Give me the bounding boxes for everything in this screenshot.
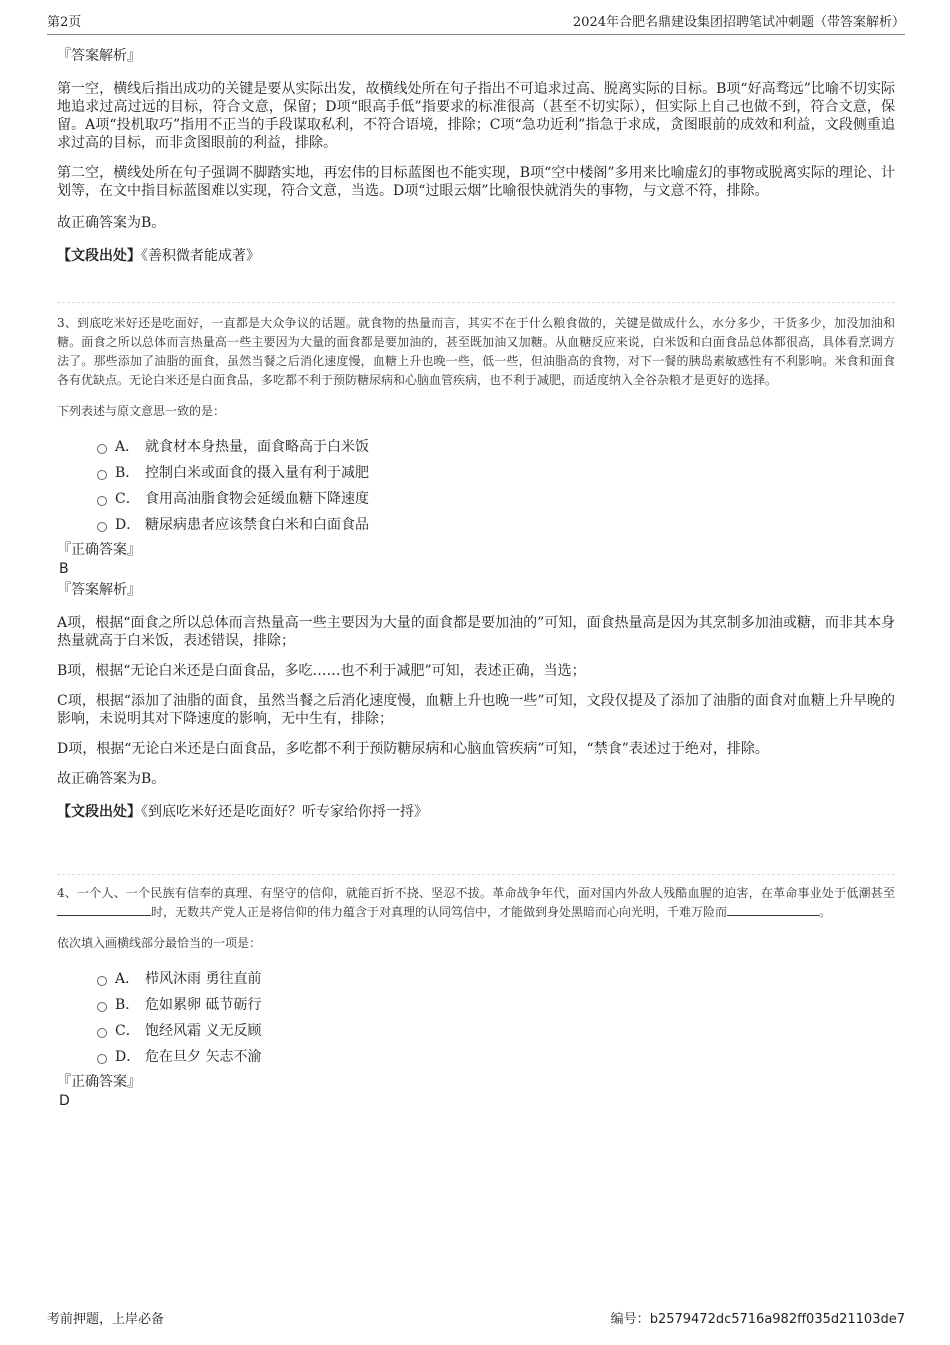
source-title: 《善积微者能成著》 [141, 248, 260, 264]
fill-blank-1[interactable] [57, 903, 151, 916]
question-4 [57, 884, 895, 1110]
question-4-text [57, 884, 895, 922]
footer-slogan: 考前押题，上岸必备 [47, 1312, 165, 1327]
question-divider [57, 874, 895, 875]
correct-answer: D [59, 1093, 70, 1109]
option-letter: B． [115, 465, 140, 481]
analysis-paragraph: A项，根据“面食之所以总体而言热量高一些主要因为大量的面食都是要加油的”可知，面食热量高是因为其烹制多加油或糖，而非其本身热量就高于白米饭，表述错误，排除； [57, 615, 895, 649]
radio-icon[interactable] [97, 1002, 107, 1012]
option-letter: A． [115, 439, 140, 455]
radio-icon[interactable] [97, 976, 107, 986]
question-2-analysis [57, 46, 895, 266]
question-4-prompt: 依次填入画横线部分最恰当的一项是： [57, 936, 262, 950]
option-a[interactable] [57, 434, 895, 460]
question-3-text: 3、到底吃米好还是吃面好，一直都是大众争议的话题。就食物的热量而言，其实不在于什么粮食做的，关键是做成什么，水分多少，干货多少，加没加油和糖。面食之所以总体而言热量高一些主要因为大量的面食都是要加油的，甚至既加油又加糖。从血糖反应来说，白米饭和白面食品总体都很高，具体看烹调方法了。那些添加了油脂的面食，虽然当餐之后消化速度慢，血糖上升也晚一些，低一些，但油脂高的食物，对下一餐的胰岛素敏感性有不利影响。米食和面食各有优缺点。无论白米还是白面食品，多吃都不利于预防糖尿病和心脑血管疾病，也不利于减肥，而适度纳入全谷杂粮才是更好的选择。 [57, 316, 895, 387]
option-text: 糖尿病患者应该禁食白米和白面食品 [145, 517, 369, 533]
radio-icon[interactable] [97, 522, 107, 532]
option-text: 危在旦夕 矢志不渝 [145, 1049, 262, 1065]
analysis-label: 『答案解析』 [57, 582, 141, 598]
radio-icon[interactable] [97, 496, 107, 506]
analysis-paragraph: D项，根据“无论白米还是白面食品，多吃都不利于预防糖尿病和心脑血管疾病”可知，“禁食”表述过于绝对，排除。 [57, 741, 769, 757]
fill-blank-2[interactable] [727, 903, 819, 916]
question-divider [57, 302, 895, 303]
source-citation [57, 246, 895, 266]
question-3 [57, 314, 895, 822]
option-letter: C． [115, 1023, 140, 1039]
option-text: 栉风沐雨 勇往直前 [145, 971, 262, 987]
radio-icon[interactable] [97, 444, 107, 454]
correct-answer-label: 『正确答案』 [57, 1074, 141, 1090]
analysis-paragraph: C项，根据“添加了油脂的面食，虽然当餐之后消化速度慢，血糖上升也晚一些”可知，文段仅提及了添加了油脂的面食对血糖上升早晚的影响，未说明其对下降速度的影响，无中生有，排除； [57, 693, 895, 727]
question-3-prompt: 下列表述与原文意思一致的是： [57, 404, 226, 418]
option-letter: D． [115, 517, 141, 533]
analysis-label: 『答案解析』 [57, 48, 141, 64]
option-letter: A． [115, 971, 140, 987]
analysis-conclusion: 故正确答案为B。 [57, 771, 166, 787]
question-4-text-part2: 时，无数共产党人正是将信仰的伟力蕴含于对真理的认同笃信中，才能做到身处黑暗而心向光明，千难万险而 [151, 905, 728, 919]
analysis-conclusion: 故正确答案为B。 [57, 215, 166, 231]
correct-answer: B [59, 561, 69, 577]
option-letter: C． [115, 491, 140, 507]
source-citation [57, 802, 895, 822]
option-letter: B． [115, 997, 140, 1013]
option-c[interactable] [57, 1018, 895, 1044]
radio-icon[interactable] [97, 1028, 107, 1038]
code-value: b2579472dc5716a982ff035d21103de7 [649, 1312, 905, 1327]
option-d[interactable] [57, 512, 895, 538]
option-b[interactable] [57, 460, 895, 486]
analysis-paragraph: 第一空，横线后指出成功的关键是要从实际出发，故横线处所在句子指出不可追求过高、脱离实际的目标。B项“好高骛远”比喻不切实际地追求过高过远的目标，符合文意，保留；D项“眼高手低”指要求的标准很高（甚至不切实际），但实际上自己也做不到，符合文意，保留。A项“投机取巧”指用不正当的手段谋取私利，不符合语境，排除；C项“急功近利”指急于求成，贪图眼前的成效和利益，文段侧重追求过高的目标，而非贪图眼前的利益，排除。 [57, 81, 895, 151]
option-a[interactable] [57, 966, 895, 992]
source-tag: 【文段出处】 [57, 804, 141, 820]
question-4-options [57, 966, 895, 1070]
option-b[interactable] [57, 992, 895, 1018]
question-4-text-part3: 。 [819, 905, 832, 919]
code-label: 编号： [610, 1312, 650, 1327]
source-title: 《到底吃米好还是吃面好？听专家给你捋一捋》 [141, 804, 428, 820]
question-3-options [57, 434, 895, 538]
radio-icon[interactable] [97, 1054, 107, 1064]
option-text: 控制白米或面食的摄入量有利于减肥 [145, 465, 369, 481]
option-letter: D． [115, 1049, 141, 1065]
option-d[interactable] [57, 1044, 895, 1070]
option-text: 饱经风霜 义无反顾 [145, 1023, 262, 1039]
page-header [47, 14, 905, 35]
radio-icon[interactable] [97, 470, 107, 480]
option-text: 就食材本身热量，面食略高于白米饭 [145, 439, 369, 455]
option-text: 食用高油脂食物会延缓血糖下降速度 [145, 491, 369, 507]
document-title: 2024年合肥名鼎建设集团招聘笔试冲刺题（带答案解析） [572, 15, 905, 30]
question-4-text-part1: 4、一个人、一个民族有信奉的真理、有坚守的信仰，就能百折不挠、坚忍不拔。革命战争年代，面对国内外敌人残酷血腥的迫害，在革命事业处于低潮甚至 [57, 886, 895, 900]
document-code [611, 1310, 905, 1330]
analysis-paragraph: B项，根据“无论白米还是白面食品，多吃……也不利于减肥”可知，表述正确，当选； [57, 663, 586, 679]
analysis-paragraph: 第二空，横线处所在句子强调不脚踏实地，再宏伟的目标蓝图也不能实现，B项“空中楼阁”多用来比喻虚幻的事物或脱离实际的理论、计划等，在文中指目标蓝图难以实现，符合文意，当选。D项“过眼云烟”比喻很快就消失的事物，与文意不符，排除。 [57, 165, 895, 199]
option-text: 危如累卵 砥节砺行 [145, 997, 262, 1013]
page-footer [47, 1310, 905, 1330]
correct-answer-label: 『正确答案』 [57, 542, 141, 558]
option-c[interactable] [57, 486, 895, 512]
source-tag: 【文段出处】 [57, 248, 141, 264]
page-number: 第2页 [47, 15, 82, 30]
